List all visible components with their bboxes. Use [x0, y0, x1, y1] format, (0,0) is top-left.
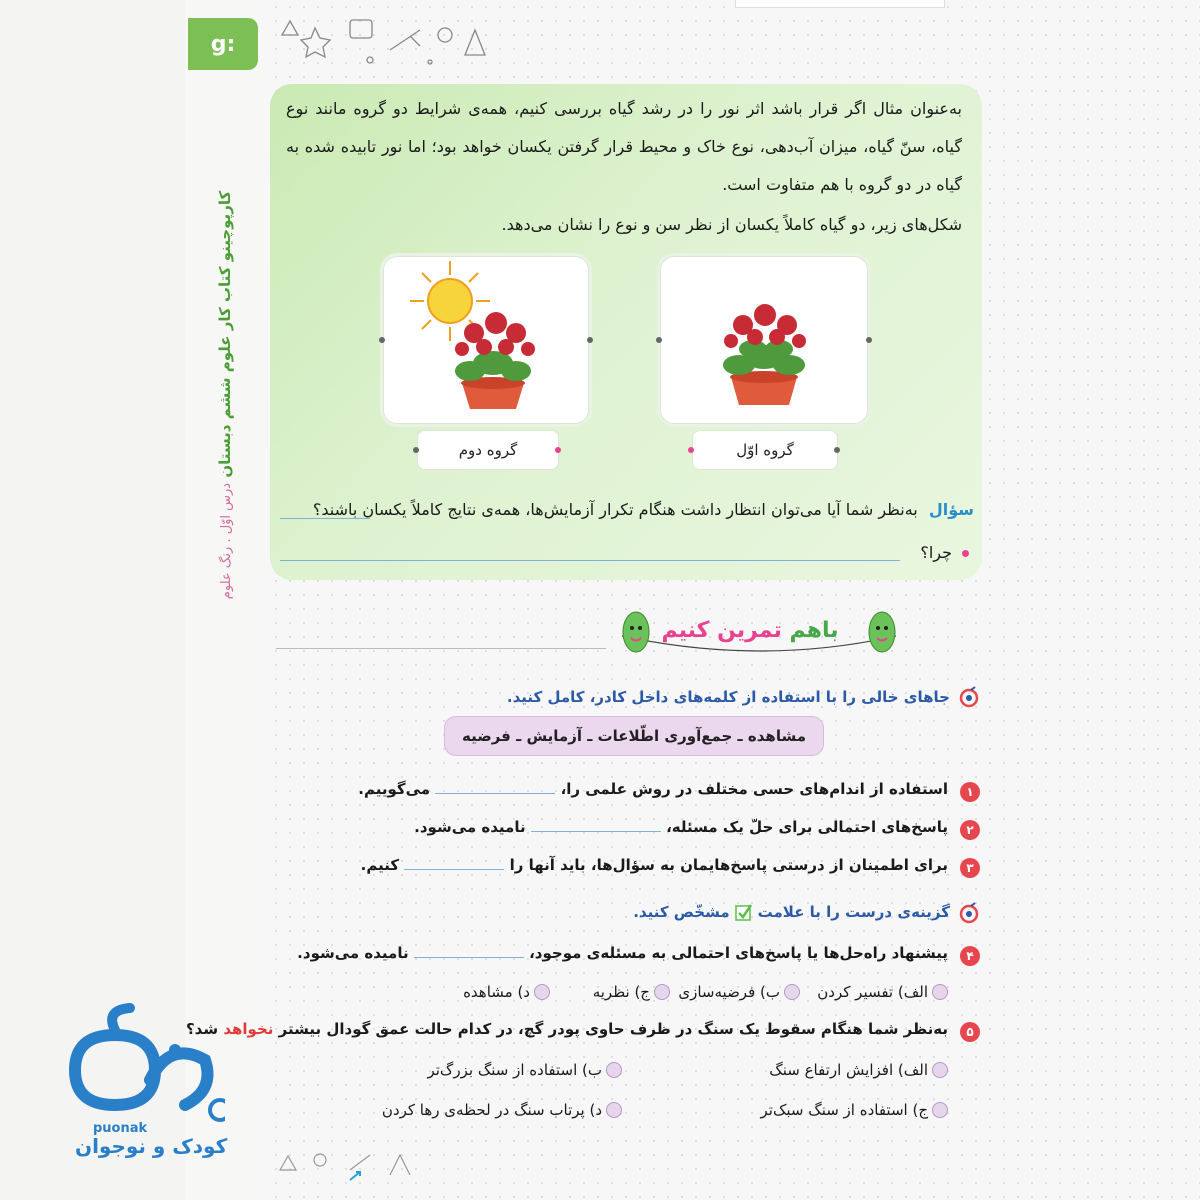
- blank-field[interactable]: [531, 831, 661, 832]
- item-number: ۵: [960, 1022, 980, 1042]
- q5-option-c[interactable]: [761, 1101, 948, 1119]
- q4-option-c[interactable]: [593, 983, 670, 1001]
- practice-title-part1: باهم: [789, 618, 839, 643]
- q4-option-b[interactable]: [678, 983, 800, 1001]
- option-label: ب) استفاده از سنگ بزرگ‌تر: [427, 1061, 602, 1079]
- card-dot: [866, 337, 872, 343]
- chapter-logo: [188, 18, 258, 70]
- brand-name-fa: کودک و نوجوان: [75, 1134, 228, 1158]
- checkmark-icon: [735, 903, 753, 921]
- fill-blank-2: [414, 818, 948, 836]
- practice-title: [640, 618, 860, 643]
- question-4: [297, 944, 948, 962]
- group1-image: [660, 256, 868, 424]
- q4-option-a[interactable]: [817, 983, 948, 1001]
- section2-instruction: [633, 903, 950, 921]
- label-dot: [555, 447, 561, 453]
- answer-line[interactable]: [280, 560, 900, 561]
- intro-paragraph: به‌عنوان مثال اگر قرار باشد اثر نور را در رشد گیاه بررسی کنیم، همه‌ی شرایط دو گروه مانند نوع گیاه، سنّ گیاه، میزان آب‌دهی، نوع خاک و محیط قرار گرفتن یکسان خواهد بود؛ اما نور تابیده شده به گیاه در دو گروه با هم متفاوت است.: [286, 99, 962, 194]
- figure-caption: شکل‌های زیر، دو گیاه کاملاً یکسان از نظر سن و نوع را نشان می‌دهد.: [501, 215, 962, 234]
- target-icon: [958, 686, 980, 708]
- q5-text-end: شد؟: [185, 1020, 219, 1038]
- question-text: به‌نظر شما آیا می‌توان انتظار داشت هنگام تکرار آزمایش‌ها، همه‌ی نتایج کاملاً یکسان باشند؟: [312, 500, 918, 519]
- card-dot: [656, 337, 662, 343]
- question-row: [313, 500, 974, 519]
- why-row: [920, 543, 952, 562]
- radio-button[interactable]: [606, 1062, 622, 1078]
- option-label: الف) افزایش ارتفاع سنگ: [769, 1061, 928, 1079]
- option-label: الف) تفسیر کردن: [817, 983, 928, 1001]
- item-number: ۴: [960, 946, 980, 966]
- radio-button[interactable]: [784, 984, 800, 1000]
- q4-text: پیشنهاد راه‌حل‌ها یا پاسخ‌های احتمالی به مسئله‌ی موجود،: [529, 944, 948, 962]
- radio-button[interactable]: [932, 1102, 948, 1118]
- chapter-logo-text: g:: [210, 31, 236, 57]
- label-dot: [413, 447, 419, 453]
- label-dot: [834, 447, 840, 453]
- option-label: ب) فرضیه‌سازی: [678, 983, 780, 1001]
- instruction-text: مشخّص کنید.: [633, 903, 730, 921]
- radio-button[interactable]: [654, 984, 670, 1000]
- word-box: مشاهده ـ جمع‌آوری اطّلاعات ـ آزمایش ـ فرضیه: [444, 716, 824, 756]
- bottom-doodles-icon: [270, 1130, 470, 1190]
- blank-field[interactable]: [435, 793, 555, 794]
- flower-sun-icon: [384, 257, 588, 423]
- top-tab: [735, 0, 945, 8]
- q4-text-end: نامیده می‌شود.: [297, 944, 409, 962]
- answer-line[interactable]: [280, 518, 370, 519]
- label-dot: [688, 447, 694, 453]
- item-text: می‌گوییم.: [358, 780, 431, 798]
- instruction-text: گزینه‌ی درست را با علامت: [757, 903, 950, 921]
- q5-emphasis: نخواهد: [223, 1020, 274, 1038]
- card-dot: [587, 337, 593, 343]
- item-number: ۲: [960, 820, 980, 840]
- section1-instruction: جاهای خالی را با استفاده از کلمه‌های داخل کادر، کامل کنید.: [506, 688, 950, 706]
- q5-option-b[interactable]: [427, 1061, 622, 1079]
- group1-label: گروه اوّل: [692, 430, 838, 470]
- spine-title-sub: درس اوّل . رنگ علوم: [219, 482, 234, 600]
- option-label: ج) نظریه: [592, 983, 650, 1001]
- question-5: [186, 1020, 948, 1038]
- why-bullet: [962, 550, 969, 557]
- spine-title: [205, 160, 245, 640]
- question-label: سؤال: [928, 500, 974, 519]
- radio-button[interactable]: [606, 1102, 622, 1118]
- group2-image: [383, 256, 589, 424]
- item-text: نامیده می‌شود.: [414, 818, 526, 836]
- spine-title-main: کارپوچینو کتاب کار علوم ششم دبستان: [216, 190, 234, 478]
- group2-label: گروه دوم: [417, 430, 559, 470]
- item-number: ۳: [960, 858, 980, 878]
- item-text: برای اطمینان از درستی پاسخ‌هایمان به سؤال‌ها، باید آنها را: [509, 856, 948, 874]
- q4-option-d[interactable]: [463, 983, 550, 1001]
- brand-name-latin: puonak: [93, 1121, 148, 1136]
- item-text: کنیم.: [360, 856, 400, 874]
- option-label: د) پرتاب سنگ در لحظه‌ی رها کردن: [381, 1101, 602, 1119]
- blank-field[interactable]: [404, 869, 504, 870]
- q5-text: به‌نظر شما هنگام سقوط یک سنگ در ظرف حاوی پودر گچ، در کدام حالت عمق گودال بیشتر: [278, 1020, 948, 1038]
- option-label: ج) استفاده از سنگ سبک‌تر: [760, 1101, 928, 1119]
- radio-button[interactable]: [932, 1062, 948, 1078]
- item-text: پاسخ‌های احتمالی برای حلّ یک مسئله،: [666, 818, 948, 836]
- q5-option-d[interactable]: [382, 1101, 622, 1119]
- fill-blank-1: [358, 780, 948, 798]
- card-dot: [379, 337, 385, 343]
- flower-pot-icon: [661, 257, 867, 423]
- why-text: چرا؟: [920, 543, 952, 562]
- q5-option-a[interactable]: [769, 1061, 948, 1079]
- fill-blank-3: [361, 856, 948, 874]
- item-text: استفاده از اندام‌های حسی مختلف در روش علمی را،: [560, 780, 948, 798]
- radio-button[interactable]: [932, 984, 948, 1000]
- blank-field[interactable]: [414, 957, 524, 958]
- option-label: د) مشاهده: [463, 983, 530, 1001]
- divider: [276, 648, 606, 649]
- radio-button[interactable]: [534, 984, 550, 1000]
- science-doodles-icon: [270, 0, 500, 80]
- practice-title-part2: تمرین کنیم: [661, 618, 782, 643]
- item-number: ۱: [960, 782, 980, 802]
- target-icon: [958, 902, 980, 924]
